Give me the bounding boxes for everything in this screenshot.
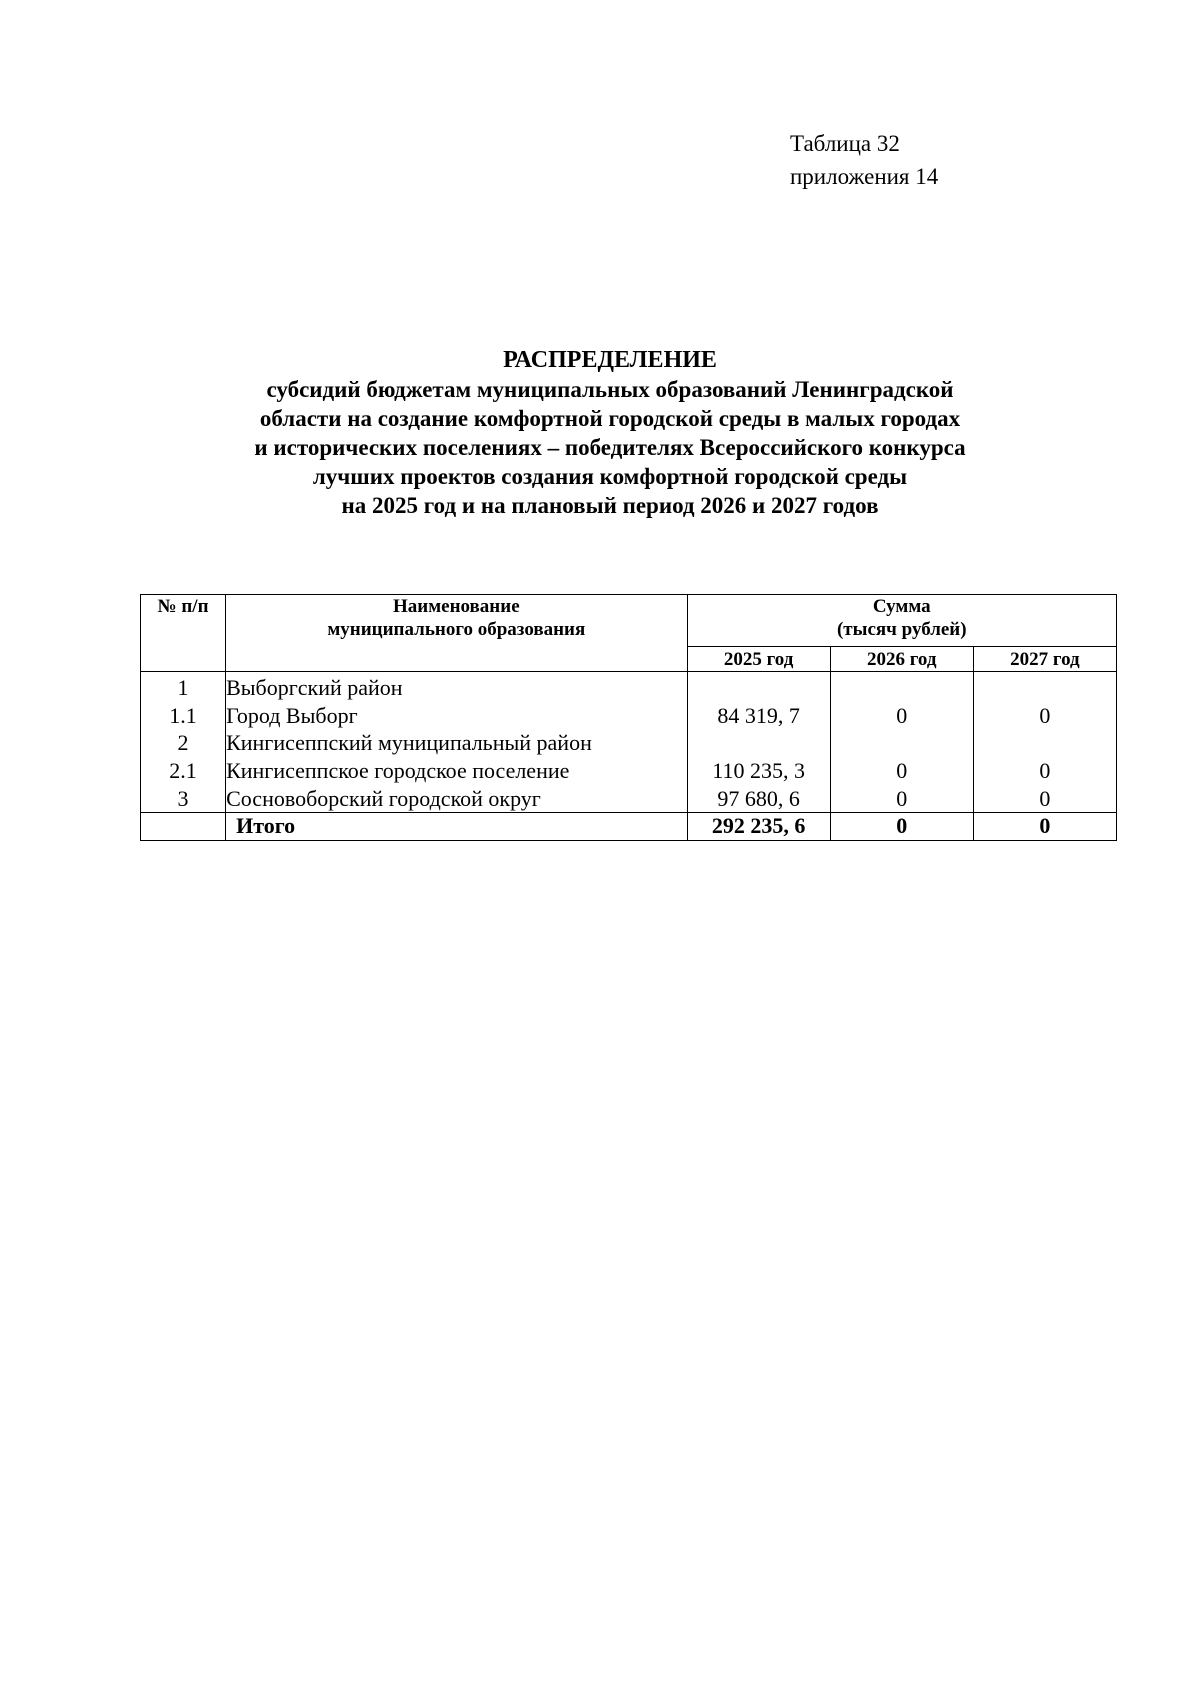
reference-line-1: Таблица 32 bbox=[790, 131, 900, 156]
row-value-2025: 84 319, 7 bbox=[687, 702, 830, 730]
row-name: Кингисеппское городское поселение bbox=[226, 757, 687, 785]
table-row bbox=[141, 784, 1117, 812]
table-reference bbox=[790, 127, 938, 193]
header-year-2026: 2026 год bbox=[830, 647, 973, 672]
row-value-2026 bbox=[830, 729, 973, 757]
total-value-2027: 0 bbox=[973, 812, 1116, 840]
row-value-2027 bbox=[973, 729, 1116, 757]
header-name bbox=[226, 595, 687, 672]
total-value-2025: 292 235, 6 bbox=[687, 812, 830, 840]
row-name: Кингисеппский муниципальный район bbox=[226, 729, 687, 757]
table-row bbox=[141, 729, 1117, 757]
row-value-2025: 110 235, 3 bbox=[687, 757, 830, 785]
row-value-2025 bbox=[687, 672, 830, 702]
row-value-2027 bbox=[973, 672, 1116, 702]
title-main: РАСПРЕДЕЛЕНИЕ bbox=[503, 347, 717, 373]
row-value-2026: 0 bbox=[830, 702, 973, 730]
row-value-2027: 0 bbox=[973, 784, 1116, 812]
table-row bbox=[141, 702, 1117, 730]
row-value-2026 bbox=[830, 672, 973, 702]
header-sum bbox=[687, 595, 1116, 647]
header-sum-line-1: Сумма bbox=[872, 596, 931, 617]
title-line-3: и исторических поселениях – победителях Всероссийского конкурса bbox=[254, 435, 966, 460]
table-row bbox=[141, 757, 1117, 785]
row-value-2027: 0 bbox=[973, 757, 1116, 785]
header-year-2027: 2027 год bbox=[973, 647, 1116, 672]
subsidy-table bbox=[140, 594, 1117, 841]
row-name: Выборгский район bbox=[226, 672, 687, 702]
total-label: Итого bbox=[226, 812, 687, 840]
row-num: 2 bbox=[141, 729, 226, 757]
row-value-2026: 0 bbox=[830, 784, 973, 812]
table-row bbox=[141, 672, 1117, 702]
title-line-1: субсидий бюджетам муниципальных образований Ленинградской bbox=[266, 377, 954, 402]
title-line-5: на 2025 год и на плановый период 2026 и 2027 годов bbox=[341, 493, 879, 518]
row-num: 3 bbox=[141, 784, 226, 812]
total-value-2026: 0 bbox=[830, 812, 973, 840]
title-line-2: области на создание комфортной городской среды в малых городах bbox=[259, 406, 961, 431]
row-name: Город Выборг bbox=[226, 702, 687, 730]
header-sum-line-2: (тысяч рублей) bbox=[836, 619, 967, 640]
row-num: 1.1 bbox=[141, 702, 226, 730]
header-name-line-2: муниципального образования bbox=[327, 619, 586, 640]
title-line-4: лучших проектов создания комфортной городской среды bbox=[312, 464, 908, 489]
total-row bbox=[141, 812, 1117, 840]
row-value-2025: 97 680, 6 bbox=[687, 784, 830, 812]
reference-line-2: приложения 14 bbox=[790, 164, 939, 189]
header-num: № п/п bbox=[141, 595, 226, 672]
header-year-2025: 2025 год bbox=[687, 647, 830, 672]
row-name: Сосновоборский городской округ bbox=[226, 784, 687, 812]
header-name-line-1: Наименование bbox=[392, 596, 520, 617]
row-num: 2.1 bbox=[141, 757, 226, 785]
document-title bbox=[140, 346, 1080, 520]
row-value-2025 bbox=[687, 729, 830, 757]
total-num bbox=[141, 812, 226, 840]
row-num: 1 bbox=[141, 672, 226, 702]
row-value-2027: 0 bbox=[973, 702, 1116, 730]
row-value-2026: 0 bbox=[830, 757, 973, 785]
